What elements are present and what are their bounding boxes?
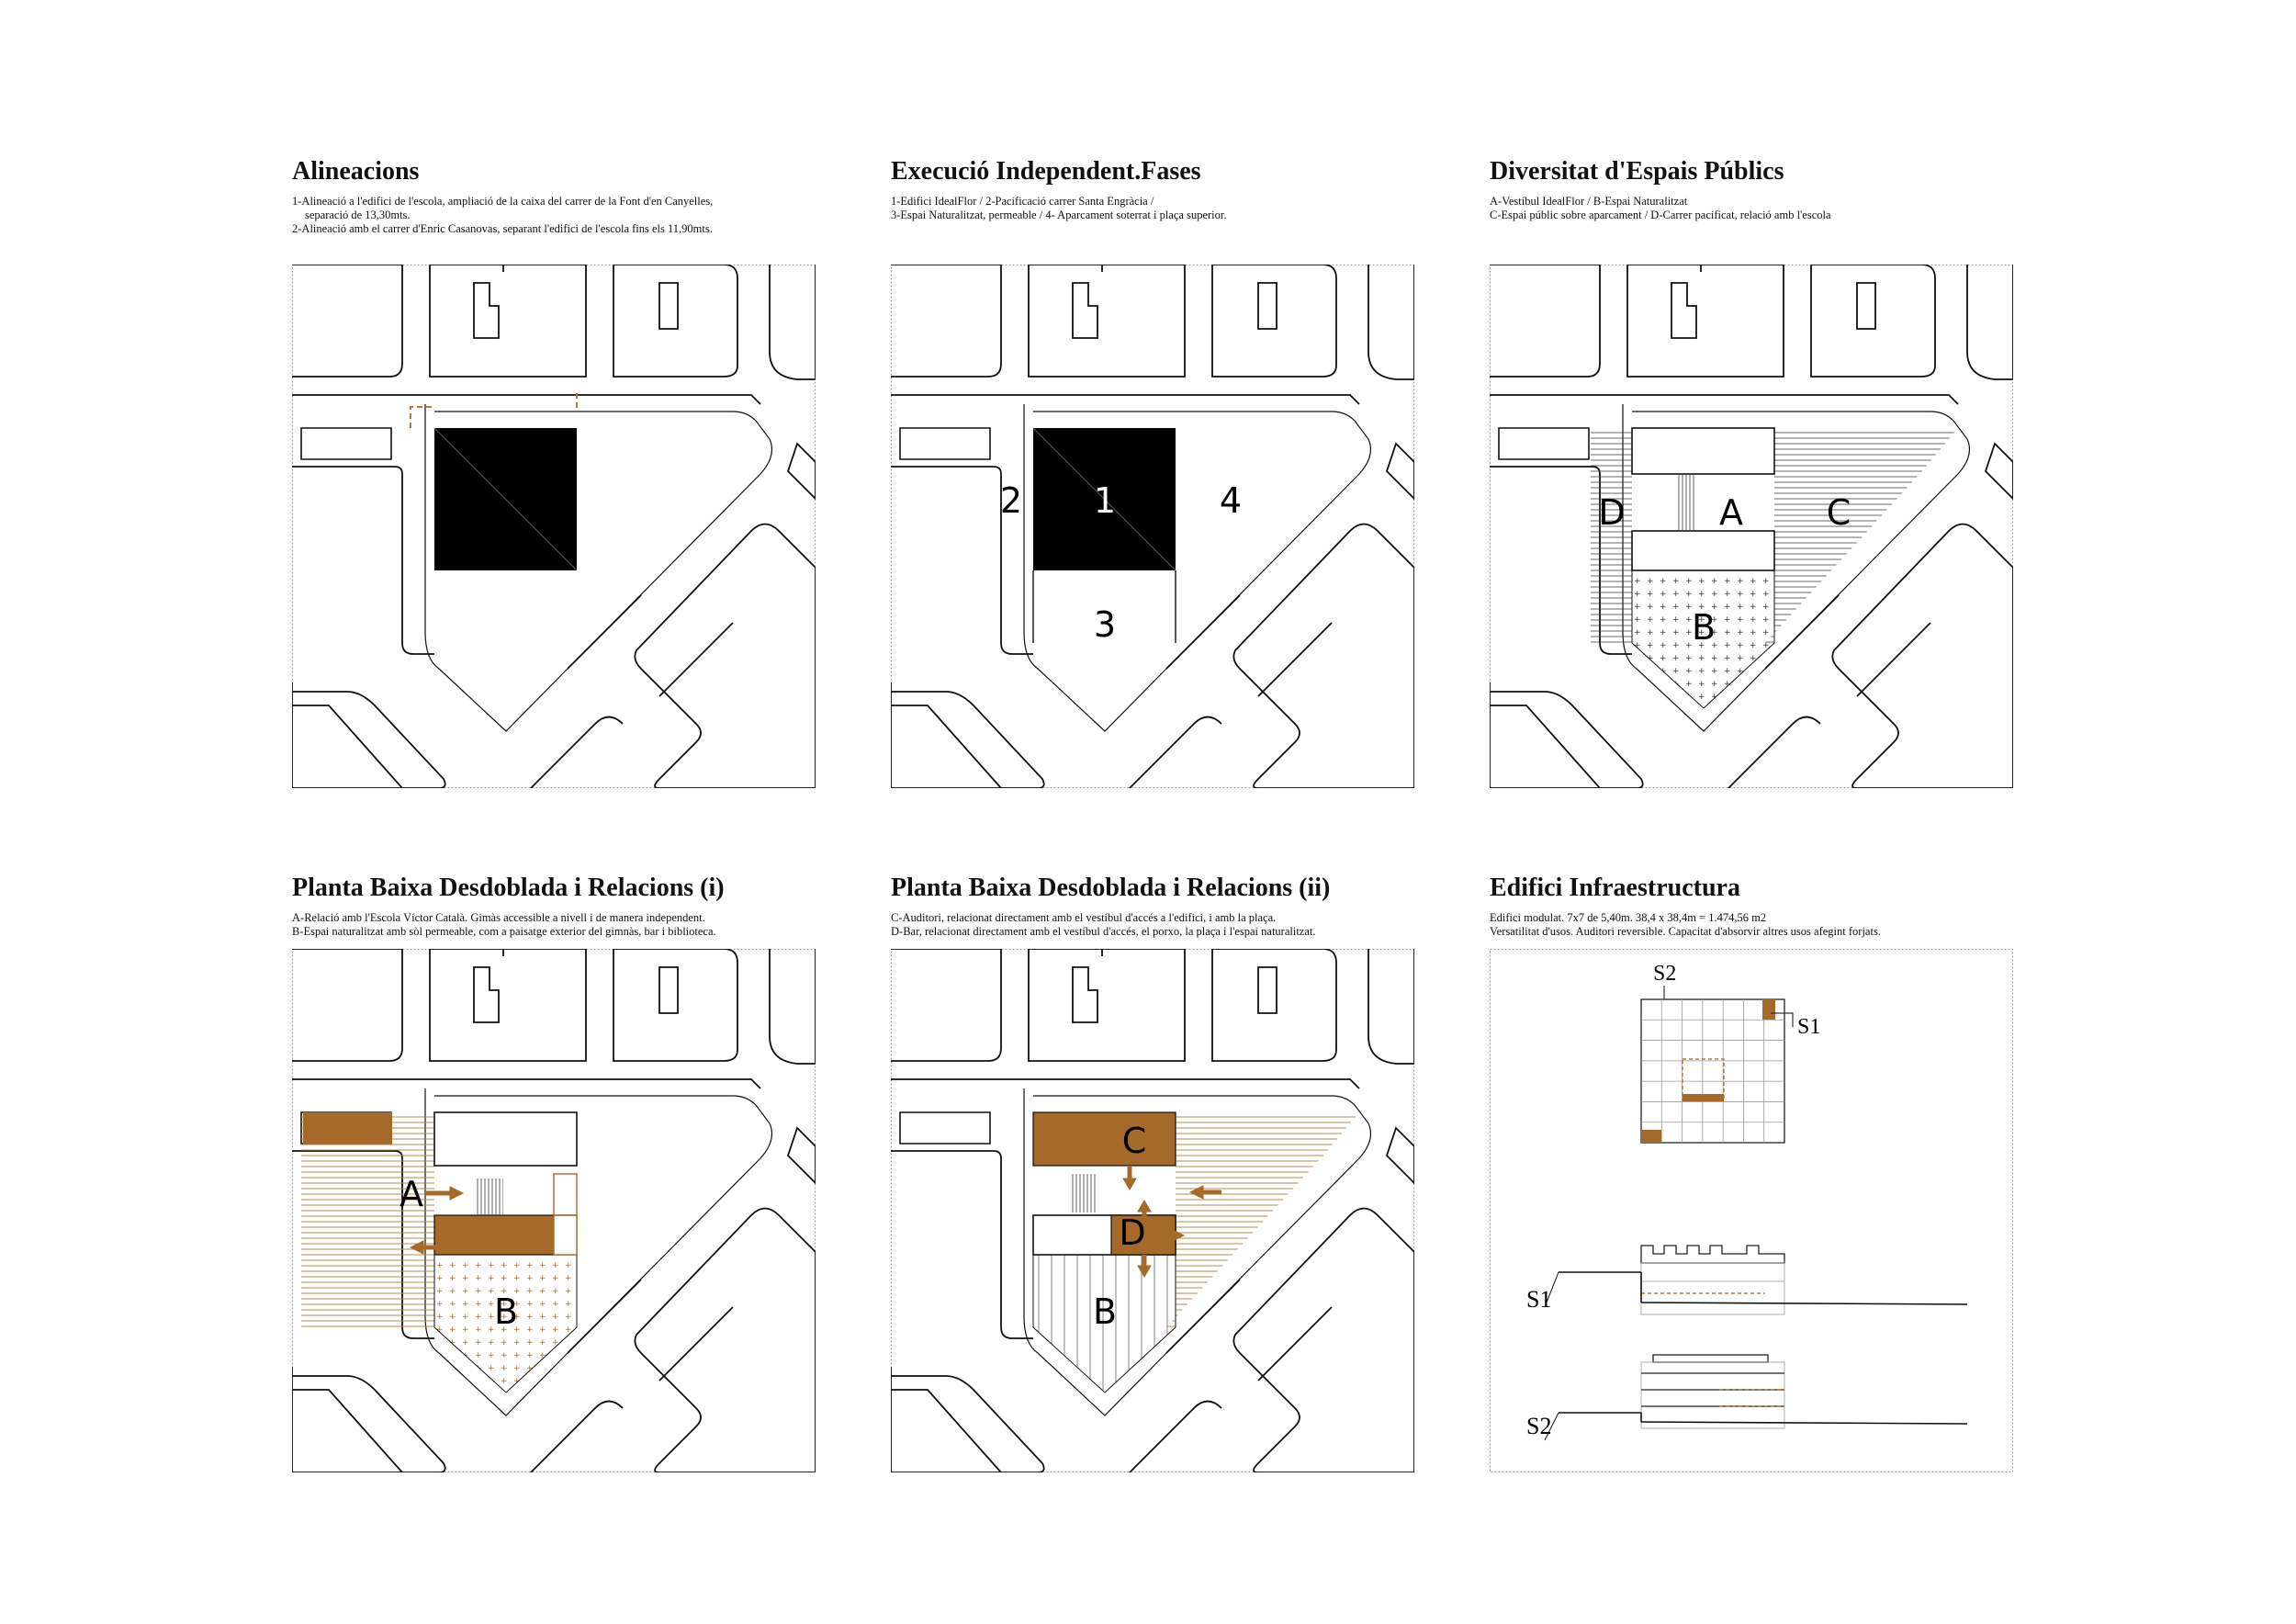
building-footprint: [1857, 283, 1875, 329]
city-block: [1258, 1307, 1332, 1381]
street-edge: [891, 1079, 1359, 1088]
gym-annex: [554, 1215, 577, 1255]
space-label-d: D: [1598, 492, 1626, 533]
panel-description: [292, 911, 825, 939]
building-footprint: [1258, 283, 1277, 329]
block-edge: [1130, 1402, 1221, 1473]
section-s2-drawing: [1545, 1355, 1967, 1440]
block-edge: [1728, 717, 1820, 789]
core-module: [1762, 999, 1775, 1020]
panel-heading-relacions-i: [292, 873, 825, 939]
city-block: [770, 265, 816, 379]
school-relation-hatch: [301, 1112, 434, 1327]
city-block: [430, 949, 586, 1061]
desc-line: 3-Espai Naturalitzat, permeable / 4- Aparcament soterrat i plaça superior.: [891, 209, 1227, 221]
street-edge: [292, 1079, 760, 1088]
panel-title: Planta Baixa Desdoblada i Relacions (ii): [891, 874, 1331, 902]
city-block: [1029, 265, 1185, 377]
city-block: [659, 1307, 733, 1381]
pacified-street-hatch: [1591, 428, 1632, 643]
city-block: [1233, 524, 1414, 789]
city-block: [1967, 265, 2013, 379]
city-block: [1258, 623, 1332, 696]
city-block: [1490, 682, 1643, 788]
space-label-b: B: [1691, 607, 1716, 648]
city-block: [430, 265, 586, 377]
school-block-highlight: [303, 1112, 392, 1145]
city-block: [1811, 265, 1935, 377]
building-footprint: [1073, 283, 1097, 338]
module-grid-plan: [1641, 986, 1793, 1143]
city-block: [788, 444, 816, 499]
building-north-block: [434, 1112, 577, 1166]
city-block: [1212, 265, 1336, 377]
street-map-base: [1490, 265, 2013, 788]
relation-label-b: B: [1092, 1291, 1118, 1332]
city-block: [900, 428, 990, 459]
city-block: [1857, 623, 1930, 696]
panel-heading-diversitat: [1490, 156, 2022, 222]
staircase: [1070, 1174, 1097, 1212]
desc-line: C-Auditori, relacionat directament amb el vestíbul d'accés a l'edifici, i amb la plaça.: [891, 911, 1277, 924]
street-edge: [568, 1280, 641, 1353]
panel-title: Edifici Infraestructura: [1490, 874, 1740, 902]
section-label-s2-plan: S2: [1653, 962, 1677, 986]
plaza-hatch: [1166, 1112, 1359, 1327]
desc-line: separació de 13,30mts.: [305, 209, 411, 221]
phase-label-1: 1: [1093, 480, 1117, 521]
relation-label-c: C: [1121, 1121, 1147, 1161]
desc-line: Edifici modulat. 7x7 de 5,40m. 38,4 x 38,4m = 1.474,56 m2: [1490, 911, 1767, 924]
city-block: [891, 682, 1044, 788]
building-footprint: [474, 283, 499, 338]
city-block: [1986, 444, 2013, 499]
staircase: [476, 1179, 503, 1215]
city-block: [1212, 949, 1336, 1061]
city-block: [292, 265, 402, 377]
building-footprint: [1073, 967, 1097, 1022]
city-block: [770, 949, 816, 1064]
public-space-hatch: [1765, 428, 1958, 643]
street-edge: [568, 595, 641, 669]
city-block: [635, 524, 816, 789]
phase-label-2: 2: [999, 480, 1023, 521]
panel-title: Alineacions: [292, 157, 420, 186]
phase-label-4: 4: [1219, 480, 1243, 521]
alignment-line-2: [411, 407, 434, 428]
desc-line: A-Relació amb l'Escola Víctor Català. Gimàs accessible a nivell i de manera independent.: [292, 911, 705, 924]
city-block: [292, 682, 445, 788]
city-block: [301, 428, 391, 459]
phase-label-3: 3: [1093, 604, 1117, 645]
section-label-s1: S1: [1526, 1286, 1552, 1313]
relation-label-b: B: [493, 1291, 519, 1332]
city-block: [1368, 265, 1414, 379]
street-edge: [292, 395, 760, 404]
block-edge: [531, 1402, 623, 1473]
city-block: [292, 949, 402, 1061]
vestibule-outline: [554, 1174, 577, 1215]
panel-title: Planta Baixa Desdoblada i Relacions (i): [292, 874, 725, 902]
city-block: [1490, 265, 1600, 377]
space-label-c: C: [1826, 492, 1851, 533]
space-label-a: A: [1719, 492, 1743, 533]
section-s1-drawing: [1545, 1246, 1967, 1314]
city-block: [788, 1128, 816, 1183]
relation-label-a: A: [400, 1174, 423, 1214]
panel-heading-infraestructura: [1490, 873, 2022, 939]
desc-line: 1-Alineació a l'edifici de l'escola, ampliació de la caixa del carrer de la Font d'en Canyelles,: [292, 195, 714, 208]
site-plan-espais: [1490, 265, 2013, 788]
panel-description: [891, 195, 1424, 222]
block-edge: [1130, 717, 1221, 789]
city-block: [635, 1209, 816, 1473]
panel-frame: [1491, 950, 2013, 1472]
city-block: [1499, 428, 1589, 459]
building-footprint: [474, 967, 499, 1022]
desc-line: C-Espai públic sobre aparcament / D-Carrer pacificat, relació amb l'escola: [1490, 209, 1831, 221]
city-block: [1832, 524, 2013, 789]
city-block: [891, 949, 1001, 1061]
city-block: [1029, 949, 1185, 1061]
city-block: [1233, 1209, 1414, 1473]
panel-heading-alineacions: [292, 156, 825, 236]
desc-line: 1-Edifici IdealFlor / 2-Pacificació carrer Santa Engràcia /: [891, 195, 1154, 208]
city-block: [900, 1112, 990, 1144]
building-footprint: [1671, 283, 1696, 338]
panel-heading-relacions-ii: [891, 873, 1424, 939]
panel-title: Execució Independent.Fases: [891, 157, 1201, 186]
auditorium-stage: [1683, 1094, 1724, 1101]
block-edge: [891, 1151, 1033, 1338]
panel-heading-execucio: [891, 156, 1424, 222]
site-plan-relacions-ii: [891, 949, 1414, 1472]
panel-title: Diversitat d'Espais Públics: [1490, 157, 1784, 186]
street-map-base: [891, 949, 1414, 1472]
panel-description: [891, 911, 1424, 939]
building-footprint: [659, 283, 678, 329]
relation-label-d: D: [1119, 1212, 1146, 1253]
desc-line: Versatilitat d'usos. Auditori reversible. Capacitat d'absorvir altres usos afegint forjats.: [1490, 925, 1881, 938]
section-label-s1-plan: S1: [1797, 1015, 1821, 1039]
panel-description: [1490, 195, 2022, 222]
city-block: [613, 949, 737, 1061]
desc-line: D-Bar, relacionat directament amb el vestíbul d'accés, el porxo, la plaça i l'espai naturalitzat.: [891, 925, 1316, 938]
core-module: [1641, 1130, 1661, 1143]
panel-description: [292, 195, 825, 236]
block-edge: [531, 717, 623, 789]
desc-line: A-Vestíbul IdealFlor / B-Espai Naturalitzat: [1490, 195, 1688, 208]
relation-arrow: [1123, 1166, 1136, 1190]
building-north-block: [1632, 428, 1774, 474]
city-block: [613, 265, 737, 377]
city-block: [1368, 949, 1414, 1064]
city-block: [292, 1367, 445, 1472]
building-infrastructure-drawings: [1490, 949, 2013, 1472]
site-plan-relacions-i: [292, 949, 816, 1472]
street-edge: [1490, 395, 1958, 404]
city-block: [659, 623, 733, 696]
panel-description: [1490, 911, 2022, 939]
auditorium-block: [1033, 1112, 1176, 1166]
staircase: [1676, 474, 1696, 531]
building-south-block: [1632, 531, 1774, 570]
section-label-s2: S2: [1526, 1413, 1552, 1439]
city-block: [891, 265, 1001, 377]
street-edge: [891, 395, 1359, 404]
site-plan-fases: [891, 265, 1414, 788]
city-block: [1387, 444, 1414, 499]
city-block: [1387, 1128, 1414, 1183]
street-edge: [1166, 595, 1240, 669]
block-edge: [292, 467, 434, 654]
desc-line: 2-Alineació amb el carrer d'Enric Casanovas, separant l'edifici de l'escola fins els 11,90mts.: [292, 222, 713, 235]
alignment-lines: [411, 393, 577, 428]
desc-line: B-Espai naturalitzat amb sòl permeable, com a paisatge exterior del gimnàs, bar i biblioteca.: [292, 925, 716, 938]
site-plan-alineacions: [292, 265, 816, 788]
building-footprint: [1258, 967, 1277, 1013]
city-block: [891, 1367, 1044, 1472]
city-block: [1627, 265, 1784, 377]
building-footprint: [659, 967, 678, 1013]
